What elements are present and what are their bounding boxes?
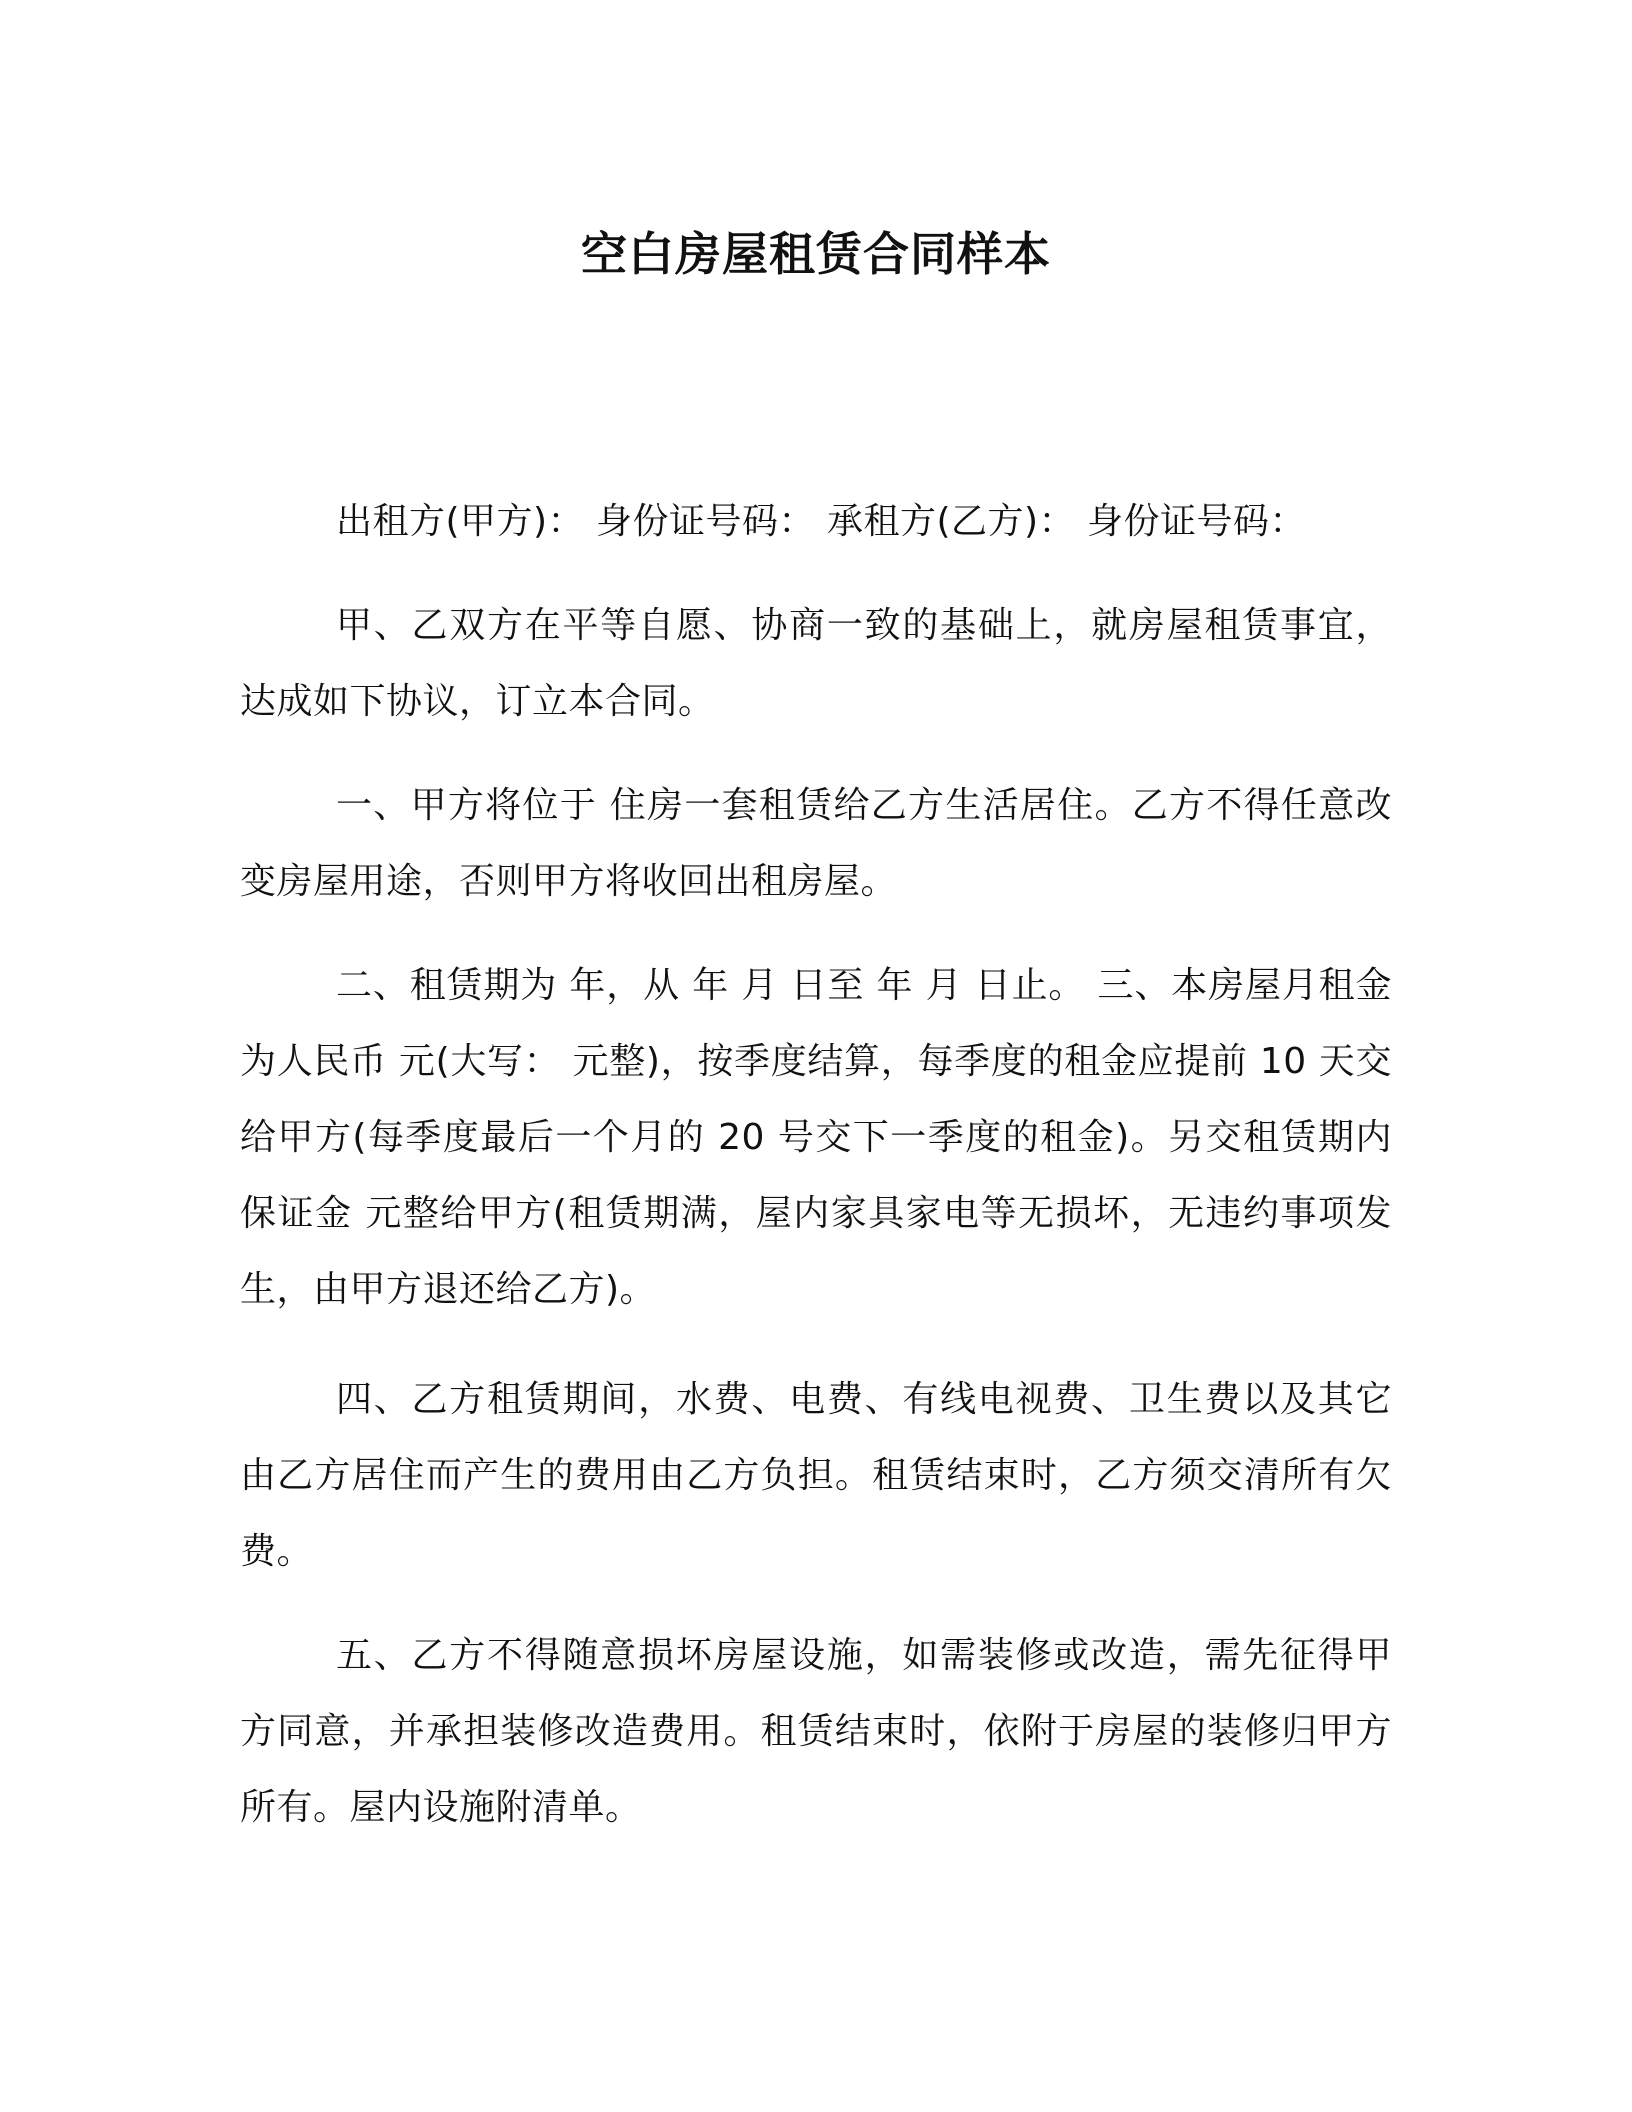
document-title: 空白房屋租赁合同样本	[581, 227, 1051, 281]
clause-4-paragraph: 四、乙方租赁期间，水费、电费、有线电视费、卫生费以及其它由乙方居住而产生的费用由乙方负担。租赁结束时，乙方须交清所有欠费。	[240, 1379, 1392, 1572]
clause-1-paragraph: 一、甲方将位于 住房一套租赁给乙方生活居住。乙方不得任意改变房屋用途，否则甲方将收回出租房屋。	[240, 785, 1392, 902]
clause-2-3-paragraph: 二、租赁期为 年，从 年 月 日至 年 月 日止。 三、本房屋月租金为人民币 元(大写： 元整)，按季度结算，每季度的租金应提前 10 天交给甲方(每季度最后一个月的 20 号交下一季度的租金)。另交租赁期内保证金 元整给甲方(租赁期满，屋内家具家电等无损坏，无违约事项发生，由甲方退还给乙方)。	[240, 965, 1392, 1310]
intro-paragraph: 甲、乙双方在平等自愿、协商一致的基础上，就房屋租赁事宜，达成如下协议，订立本合同。	[240, 605, 1392, 722]
parties-paragraph: 出租方(甲方)： 身份证号码： 承租方(乙方)： 身份证号码：	[336, 501, 1307, 542]
clause-5-paragraph: 五、乙方不得随意损坏房屋设施，如需装修或改造，需先征得甲方同意，并承担装修改造费用。租赁结束时，依附于房屋的装修归甲方所有。屋内设施附清单。	[240, 1635, 1392, 1828]
